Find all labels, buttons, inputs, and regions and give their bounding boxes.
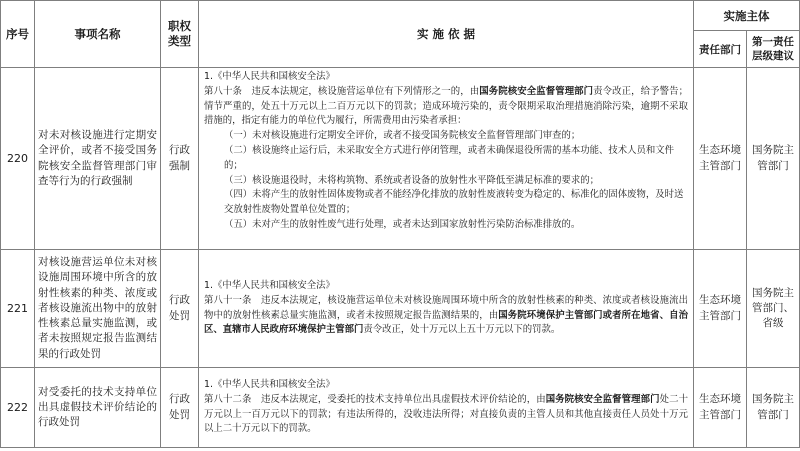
power-type: 行政处罚 <box>161 250 199 368</box>
article-text: 第八十一条 违反本法规定，核设施营运单位未对核设施周围环境中所含的放射性核素的种类、浓度或者核设施流出物中的放射性核素总量实施监测，或者未按照规定报告监测结果的，由国务院环境保护主管部门或者所在地省、自治区、直辖市人民政府环境保护主管部门责令改正，处十万元以上五十万元以下的罚款。 <box>204 294 688 336</box>
item-name: 对受委托的技术支持单位出具虚假技术评价结论的行政处罚 <box>35 368 161 448</box>
responsibility-level: 国务院主管部门 <box>747 68 800 250</box>
responsible-dept: 生态环境主管部门 <box>694 368 747 448</box>
law-title: 1.《中华人民共和国核安全法》 <box>204 378 335 390</box>
clause-item: （三）核设施退役时，未将构筑物、系统或者设备的放射性水平降低至满足标准的要求的； <box>224 174 600 186</box>
authority-highlight: 国务院环境保护主管部门或者所在地省、自治区、直辖市人民政府环境保护主管部门 <box>204 309 688 336</box>
power-type: 行政强制 <box>161 68 199 250</box>
article-text: 第八十条 违反本法规定，核设施营运单位有下列情形之一的，由国务院核安全监督管理部门责令改正，给予警告；情节严重的，处五十万元以上二百万元以下的罚款；造成环境污染的，责令限期采取治理措施消除污染，逾期不采取措施的，指定有能力的单位代为履行，所需费用由污染者承担： <box>204 85 688 127</box>
responsible-dept: 生态环境主管部门 <box>694 250 747 368</box>
row-number: 220 <box>1 68 35 250</box>
responsibility-level: 国务院主管部门、省级 <box>747 250 800 368</box>
law-title: 1.《中华人民共和国核安全法》 <box>204 71 335 82</box>
legal-basis <box>199 368 694 448</box>
responsibility-level: 国务院主管部门 <box>747 368 800 448</box>
clause-item: （四）未将产生的放射性固体废物或者不能经净化排放的放射性废液转变为稳定的、标准化的固体废物，及时送交放射性废物处置单位处置的； <box>224 189 684 216</box>
header-item-name: 事项名称 <box>35 1 161 68</box>
table-row <box>1 368 800 448</box>
authority-highlight: 国务院核安全监督管理部门 <box>545 393 660 405</box>
responsible-dept: 生态环境主管部门 <box>694 68 747 250</box>
header-power-type: 职权类型 <box>161 1 199 68</box>
clause-item: （五）未对产生的放射性废气进行处理，或者未达到国家放射性污染防治标准排放的。 <box>224 218 581 230</box>
power-type: 行政处罚 <box>161 368 199 448</box>
header-level: 第一责任层级建议 <box>747 31 800 68</box>
law-title: 1.《中华人民共和国核安全法》 <box>204 279 335 291</box>
item-name: 对未对核设施进行定期安全评价，或者不接受国务院核安全监督管理部门审查等行为的行政强制 <box>35 68 161 250</box>
legal-basis <box>199 250 694 368</box>
legal-basis <box>199 68 694 250</box>
header-no: 序号 <box>1 1 35 68</box>
table-row <box>1 250 800 368</box>
header-basis: 实 施 依 据 <box>199 1 694 68</box>
item-name: 对核设施营运单位未对核设施周围环境中所含的放射性核素的种类、浓度或者核设施流出物中的放射性核素总量实施监测，或者未按照规定报告监测结果的行政处罚 <box>35 250 161 368</box>
clause-item: （二）核设施终止运行后，未采取安全方式进行停闭管理，或者未确保退役所需的基本功能、技术人员和文件的； <box>224 144 675 171</box>
authority-highlight: 国务院核安全监督管理部门 <box>479 85 594 97</box>
header-subject: 实施主体 <box>694 1 800 31</box>
table-row <box>1 68 800 250</box>
row-number: 221 <box>1 250 35 368</box>
row-number: 222 <box>1 368 35 448</box>
header-dept: 责任部门 <box>694 31 747 68</box>
clause-item: （一）未对核设施进行定期安全评价，或者不接受国务院核安全监督管理部门审查的； <box>224 130 581 142</box>
article-text: 第八十二条 违反本法规定，受委托的技术支持单位出具虚假技术评价结论的，由国务院核安全监督管理部门处二十万元以上一百万元以下的罚款；有违法所得的，没收违法所得；对直接负责的主管人员和其他直接责任人员处十万元以上二十万元以下的罚款。 <box>204 393 688 435</box>
